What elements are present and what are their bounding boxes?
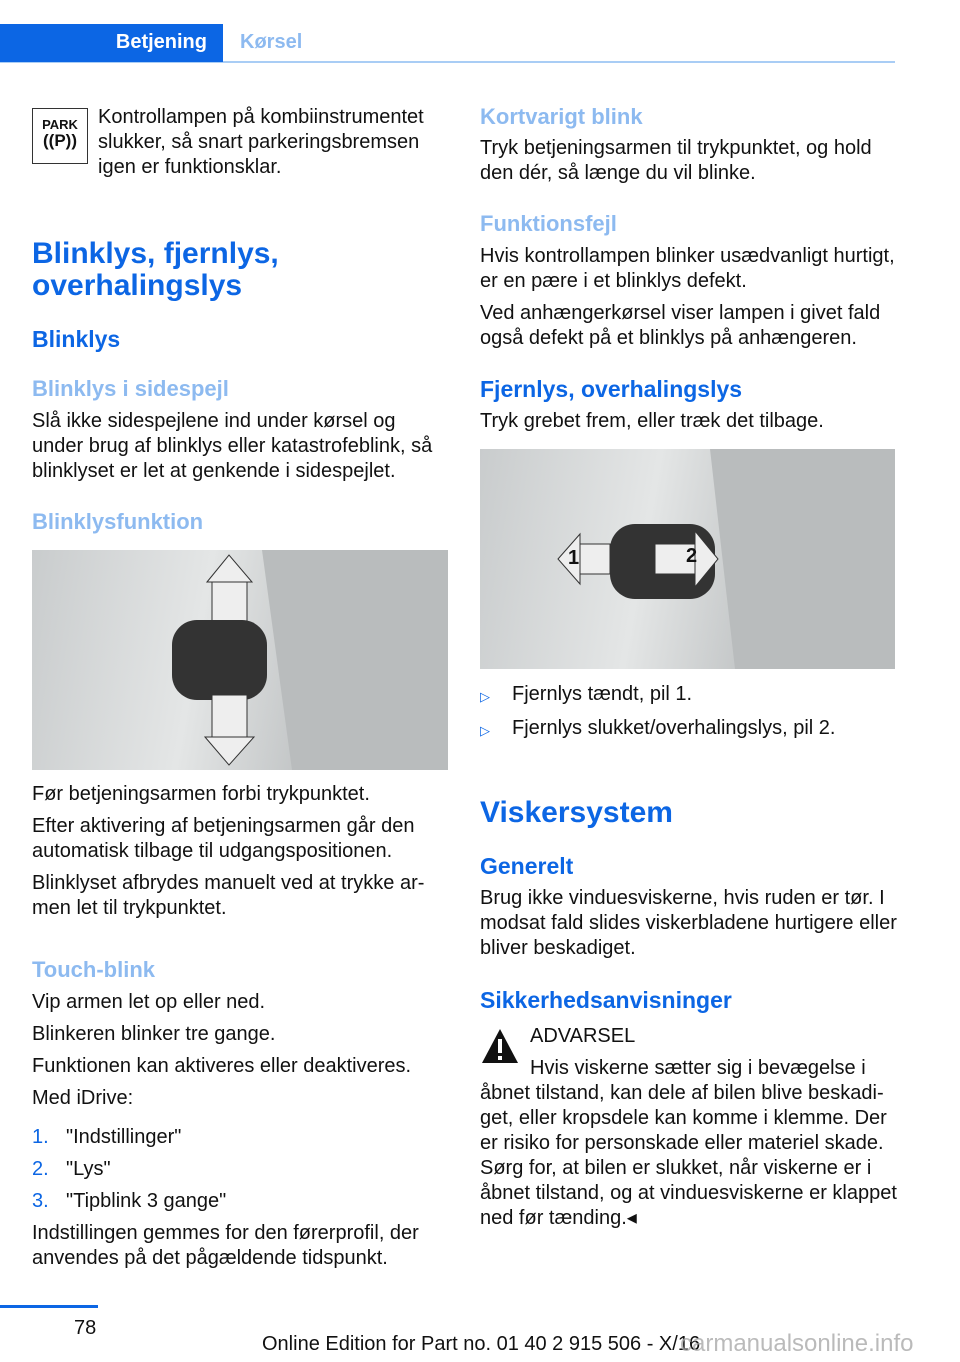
warning-icon — [480, 1027, 520, 1065]
paragraph: Tryk grebet frem, eller træk det tilbage. — [480, 410, 824, 432]
subheading-kortvarigt: Kortvarigt blink — [480, 104, 643, 129]
paragraph: Vip armen let op eller ned. — [32, 991, 266, 1013]
tab-betjening[interactable]: Betjening — [0, 24, 223, 62]
list-item — [480, 716, 895, 743]
warning-title: ADVARSEL — [530, 1025, 636, 1047]
warning-text: Hvis viskerne sætter sig i bevægelse i — [530, 1057, 866, 1079]
paragraph: Ved anhængerkørsel viser lampen i givet fald også defekt på et blinklys på anhængeren. — [480, 302, 881, 349]
tab-bar — [0, 24, 895, 63]
list-item — [32, 1125, 226, 1150]
subheading-generelt: Generelt — [480, 853, 574, 879]
warning-text: åbnet tilstand, kan dele af bilen blive beskadiget, eller kropsdele kan komme i klemme. Der er risiko for personskade eller materiel skade. Sørg for, at bilen er slukket, når viskerne er i åbnet tilstand, og at vinduesviskerne er klappet ned før tænding.◂ — [480, 1082, 897, 1229]
edition-text: Online Edition for Part no. 01 40 2 915 506 - X/16 — [262, 1333, 701, 1355]
paragraph: Blinklyset afbrydes manuelt ved at trykke armen let til trykpunktet. — [32, 872, 425, 919]
subheading-blinklysfunktion: Blinklysfunktion — [32, 509, 204, 534]
lever-illustration — [32, 550, 448, 770]
paragraph: Funktionen kan aktiveres eller deaktiveres. — [32, 1055, 412, 1077]
subheading-sikkerhed: Sikkerhedsanvisninger — [480, 987, 732, 1013]
arrow-label-1: 1 — [568, 547, 580, 569]
list-item — [480, 682, 895, 709]
step-text: "Tipblink 3 gange" — [66, 1190, 227, 1212]
footer-rule — [0, 1305, 98, 1308]
page-number: 78 — [74, 1317, 97, 1339]
bullet-triangle-icon: ▷ — [480, 689, 490, 704]
step-text: "Indstillinger" — [66, 1126, 182, 1148]
list-item — [32, 1157, 226, 1182]
turn-signal-lever-image — [32, 550, 448, 770]
paragraph: Med iDrive: — [32, 1087, 134, 1109]
list-item — [32, 1189, 226, 1214]
paragraph: Blinkeren blinker tre gange. — [32, 1023, 276, 1045]
park-text: Kontrollampen på kombiinstrumentet slukker, så snart parkeringsbremsen igen er funktionsklar. — [98, 106, 424, 178]
step-text: "Lys" — [66, 1158, 111, 1180]
section-heading-visker: Viskersystem — [480, 796, 673, 829]
paragraph: Efter aktivering af betjeningsarmen går den automatisk tilbage til udgangspositionen. — [32, 815, 415, 862]
park-brake-icon: PARK ((P)) — [32, 108, 88, 164]
subheading-blinklys: Blinklys — [32, 326, 121, 352]
paragraph: Tryk betjeningsarmen til trykpunktet, og hold den dér, så længe du vil blinke. — [480, 137, 872, 184]
step-number: 3. — [32, 1190, 49, 1212]
sidespejl-text: Slå ikke sidespejlene ind under kørsel og under brug af blinklys eller katastrofeblink, så blinklyset er let at genkende i sidespejlet. — [32, 410, 433, 482]
steps-list — [32, 1125, 226, 1214]
subheading-fjernlys: Fjernlys, overhalingslys — [480, 376, 743, 402]
subheading-sidespejl: Blinklys i sidespejl — [32, 376, 229, 401]
high-beam-lever-image — [480, 449, 895, 669]
subheading-funktionsfejl: Funktionsfejl — [480, 211, 617, 236]
paragraph: Før betjeningsarmen forbi trykpunktet. — [32, 783, 370, 805]
paragraph: Hvis kontrollampen blinker usædvanligt hurtigt, er en pære i et blinklys defekt. — [480, 245, 895, 292]
subheading-touch-blink: Touch-blink — [32, 957, 156, 982]
bullet-list — [480, 682, 895, 743]
step-number: 2. — [32, 1158, 49, 1180]
paragraph: Brug ikke vinduesviskerne, hvis ruden er tør. I modsat fald slides viskerbladene hurtigere eller bliver beskadiget. — [480, 887, 897, 959]
watermark: carmanualsonline.info — [680, 1330, 914, 1357]
bullet-text: Fjernlys tændt, pil 1. — [512, 683, 693, 705]
paragraph: Indstillingen gemmes for den førerprofil, der anvendes på det pågældende tidspunkt. — [32, 1222, 419, 1269]
arrow-label-2: 2 — [686, 545, 698, 567]
bullet-text: Fjernlys slukket/overhalingslys, pil 2. — [512, 717, 836, 739]
tab-korsel[interactable]: Kørsel — [240, 31, 303, 53]
bullet-triangle-icon: ▷ — [480, 723, 490, 738]
step-number: 1. — [32, 1126, 49, 1148]
section-heading: Blinklys, fjernlys, overhalingslys — [32, 237, 279, 302]
